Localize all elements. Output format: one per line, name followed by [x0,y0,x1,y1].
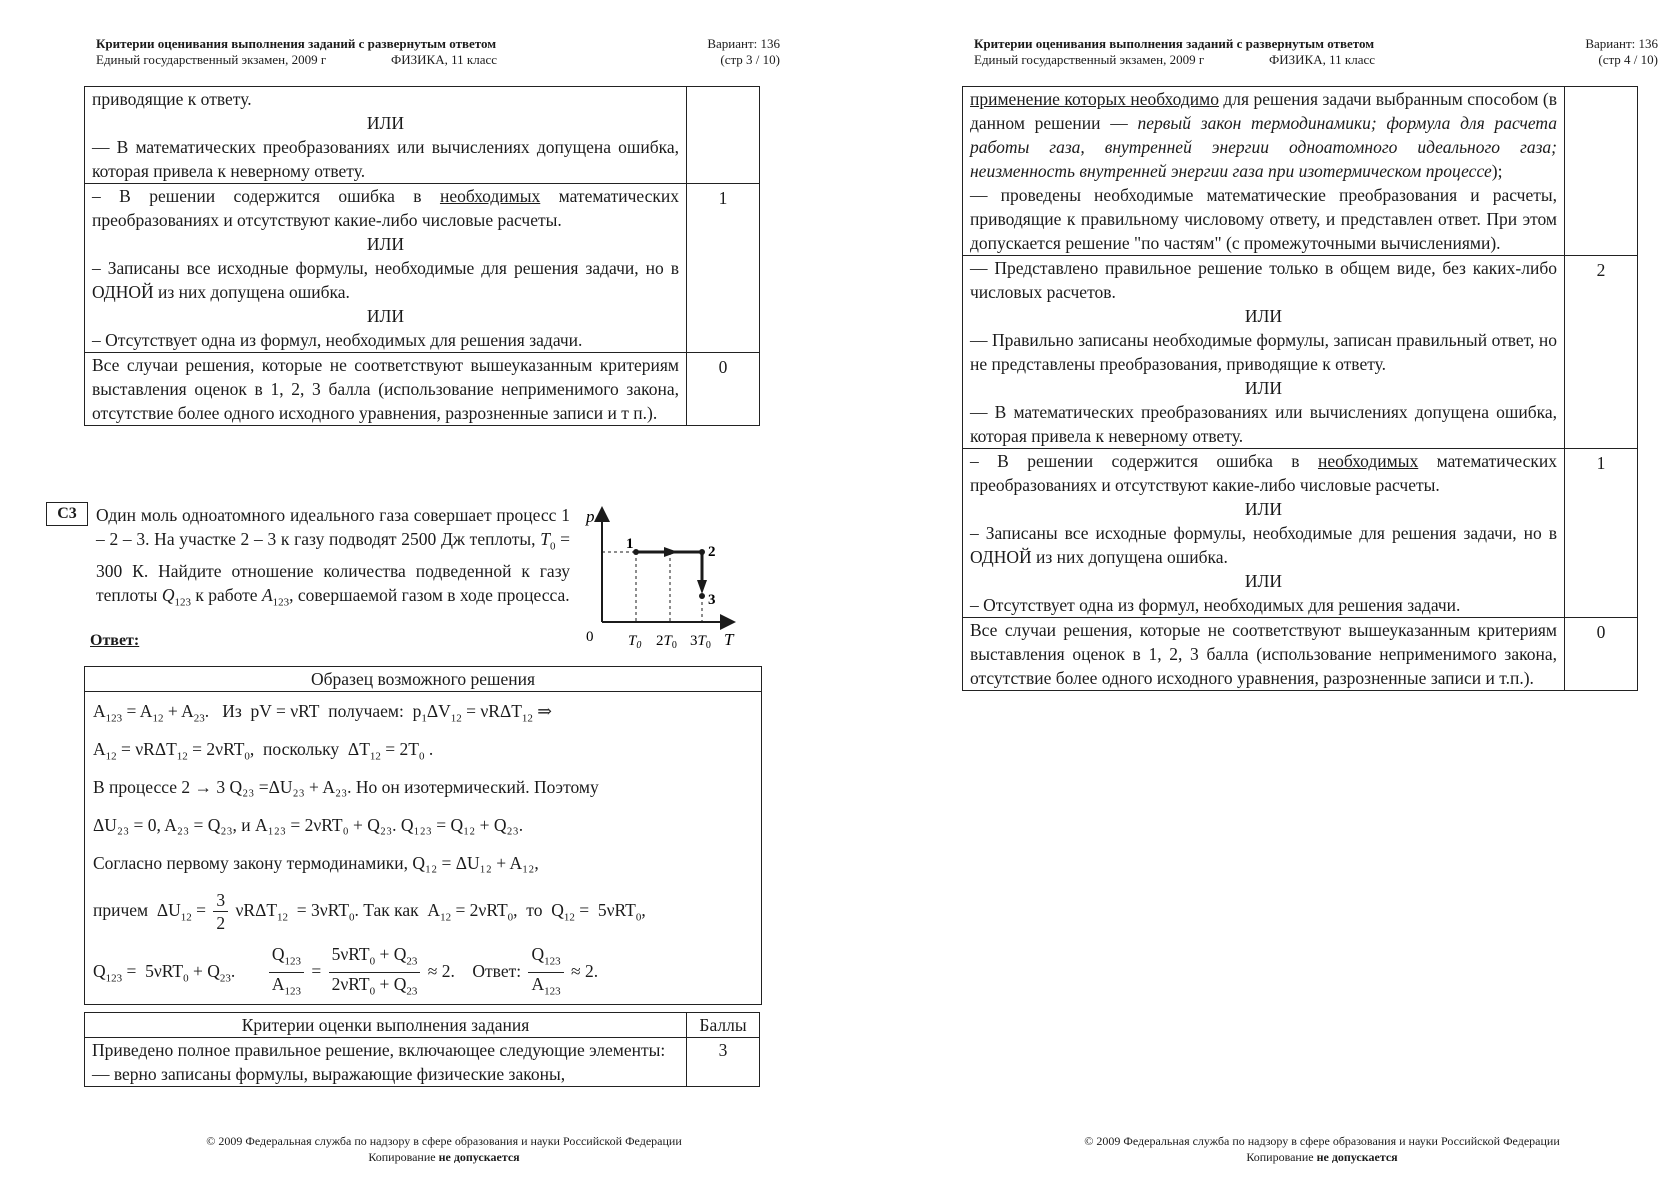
criteria-points [1565,87,1638,256]
header-subtitle: Единый государственный экзамен, 2009 г [96,52,327,67]
point-label: 2 [708,544,716,560]
criteria-line: – В решении содержится ошибка в [970,451,1318,471]
criteria-text [963,449,1565,618]
criteria-line: приводящие к ответу. [92,89,252,109]
t-label: T [724,630,734,649]
criteria-row [85,87,760,184]
point-3 [699,593,705,599]
criteria-text: Все случаи решения, которые не соответствуют вышеуказанным критериям выставления оценок в 1, 2, 3 балла (использование неприменимого закона, отсутствие более одного исходного уравнения, разрозненные записи и т п.). [85,353,687,426]
fraction: $\frac{Q_{123}}{A_{123}}$ [269,943,304,1003]
c3-criteria-table [84,1012,760,1087]
criteria-text: Все случаи решения, которые не соответствуют вышеуказанным критериям выставления оценок в 1, 2, 3 балла (использование неприменимого закона, отсутствие более одного исходного уравнения, разрозненные записи и т.п.). [963,618,1565,691]
or-separator: ИЛИ [1244,306,1283,326]
or-separator: ИЛИ [1244,378,1283,398]
footer-copy-bold: не допускается [1316,1150,1398,1164]
header-title: Критерии оценивания выполнения заданий с развернутым ответом [974,36,1375,51]
or-separator: ИЛИ [366,113,405,133]
criteria-points: 1 [687,184,760,353]
tick-label: $T_0$ [628,633,642,650]
criteria-points: 0 [1565,618,1638,691]
italic-phrase: первый закон термодинамики; формула для расчета работы газа, внутренней энергии одноатомного идеального газа; неизменность внутренней энергии газа при изотермическом процессе [970,113,1557,181]
criteria-table-continued [84,86,760,426]
criteria-header-row [85,1013,760,1038]
footer-copy-bold: не допускается [438,1150,520,1164]
header-variant-block [1585,36,1658,68]
criteria-line: – В решении содержится ошибка в [92,186,440,206]
footer-copy-prefix: Копирование [368,1150,439,1164]
criteria-row [963,449,1638,618]
header-variant: Вариант: 136 [1585,36,1658,51]
underlined-word: необходимых [1317,451,1419,471]
answer-fraction: $\frac{Q_{123}}{A_{123}}$ [528,943,563,1003]
header-subtitle: Единый государственный экзамен, 2009 г [974,52,1205,67]
point-1 [633,549,639,555]
criteria-points: 0 [687,353,760,426]
criteria-line: — верно записаны формулы, выражающие физические законы, [92,1064,566,1084]
criteria-text [85,1038,687,1087]
solution-line: ΔU₂₃ = 0, A₂₃ = Q₂₃, и A₁₂₃ = 2νRT₀ + Q₂₃. Q₁₂₃ = Q₁₂ + Q₂₃. [93,815,524,835]
or-separator: ИЛИ [1244,571,1283,591]
criteria-header: Критерии оценки выполнения задания [85,1013,687,1038]
point-label: 1 [626,536,634,552]
criteria-points: 3 [687,1038,760,1087]
or-separator: ИЛИ [1244,499,1283,519]
task-text-part: = 300 К. Найдите отношение количества подведенной к газу теплоты [96,529,571,605]
criteria-line: ); [1491,161,1503,181]
solution-box [84,666,762,1005]
criteria-line: – Записаны все исходные формулы, необходимые для решения задачи, но в ОДНОЙ из них допущена ошибка. [92,258,679,302]
criteria-line: математических преобразованиях и отсутствуют какие-либо числовые расчеты. [970,451,1558,495]
task-symbol: T [540,529,550,549]
criteria-row [85,1038,760,1087]
tick-label: $2T_0$ [656,633,677,650]
solution-line: $A_{12} = \nu R\Delta T_{12} = 2\nu RT_0$, поскольку $\Delta T_{12} = 2T_0$ . [93,739,434,763]
criteria-row [963,618,1638,691]
footer-copy-notice [84,1149,804,1165]
criteria-line: — Правильно записаны необходимые формулы, записан правильный ответ, но не представлены преобразования, приводящие к ответу. [970,330,1557,374]
solution-header: Образец возможного решения [85,667,761,692]
task-text-part: , совершаемой газом в ходе процесса. [289,584,570,605]
footer-copyright: © 2009 Федеральная служба по надзору в сфере образования и науки Российской Федерации [1084,1134,1560,1148]
header-page-number: (стр 4 / 10) [1598,52,1658,67]
header-variant: Вариант: 136 [707,36,780,51]
criteria-points [687,87,760,184]
criteria-row [85,353,760,426]
header-variant-block [707,36,780,68]
header-subject: ФИЗИКА, 11 класс [1269,52,1375,67]
criteria-line: – Отсутствует одна из формул, необходимых для решения задачи. [92,330,583,350]
page-header [96,36,794,68]
criteria-points: 2 [1565,256,1638,449]
points-header: Баллы [687,1013,760,1038]
solution-line: Согласно первому закону термодинамики, Q₁₂ = ΔU₁₂ + A₁₂, [93,853,539,873]
criteria-line: математических преобразованиях и отсутствуют какие-либо числовые расчеты. [92,186,680,230]
criteria-line: Приведено полное правильное решение, включающее следующие элементы: [92,1040,666,1060]
task-label: C3 [46,502,88,526]
header-title: Критерии оценивания выполнения заданий с развернутым ответом [96,36,497,51]
criteria-text [963,256,1565,449]
page-footer [84,1133,804,1165]
arrow-icon [697,580,707,594]
footer-copy-notice [962,1149,1664,1165]
arrow-icon [664,547,678,557]
pt-diagram [582,500,742,650]
task-symbol: Q [161,584,175,605]
task-text-part: к работе [190,584,262,605]
point-label: 3 [708,592,716,608]
criteria-text [963,87,1565,256]
criteria-row [963,87,1638,256]
task-statement: Один моль одноатомного идеального газа совершает процесс 1 – 2 – 3. На участке 2 – 3 к газу подводят 2500 Дж теплоты, $T_0 = 300$ К. Найдите отношение количества подведенной к газу теплоты $Q_{123}$ к работе $A_{123}$, совершаемой газом в ходе процесса. [96,505,571,608]
tick-label: $3T_0$ [690,633,711,650]
criteria-row [963,256,1638,449]
point-2 [699,549,705,555]
criteria-text [85,87,687,184]
criteria-line: — В математических преобразованиях или вычислениях допущена ошибка, которая привела к неверному ответу. [970,402,1557,446]
or-separator: ИЛИ [366,234,405,254]
header-subject: ФИЗИКА, 11 класс [391,52,497,67]
criteria-row [85,184,760,353]
solution-line: В процессе 2 → 3 Q₂₃ =ΔU₂₃ + A₂₃. Но он изотермический. Поэтому [93,777,599,797]
solution-line: причем $\Delta U_{12}$ = $\frac{3}{2}$ νRΔT$_{12}$ = 3νRT$_0$. Так как $A_{12} = 2\nu RT_0$, то $Q_{12} = 5\nu RT_0$, [93,890,646,934]
underlined-phrase: применение которых необходимо [970,89,1219,109]
fraction: $\frac{5\nu RT_0 + Q_{23}}{2\nu RT_0 + Q_{23}}$ [329,943,421,1003]
criteria-line: — Представлено правильное решение только в общем виде, без каких-либо числовых расчетов. [970,258,1557,302]
page-header [974,36,1664,68]
footer-copyright: © 2009 Федеральная служба по надзору в сфере образования и науки Российской Федерации [206,1134,682,1148]
header-page-number: (стр 3 / 10) [720,52,780,67]
criteria-line: для решения задачи выбранным способом (в данном решении — [970,89,1557,133]
task-symbol: A [261,584,273,605]
task-text-part: Один моль одноатомного идеального газа совершает процесс 1 – 2 – 3. На участке 2 – 3 к газу подводят 2500 Дж теплоты, [96,505,570,549]
answer-label: Ответ: [90,632,140,649]
criteria-line: — проведены необходимые математические преобразования и расчеты, приводящие к правильному числовому ответу, и представлен ответ. При этом допускается решение "по частям" (с промежуточными вычислениями). [970,185,1557,253]
fraction: $\frac{3}{2}$ [213,889,228,934]
underlined-word: необходимых [439,186,541,206]
origin-label: 0 [586,629,594,645]
p-label: p [586,507,595,526]
solution-line: $Q_{123} = 5\nu RT_0 + Q_{23}$. $\frac{Q_{123}}{A_{123}}$ = $\frac{5\nu RT_0 + Q_{23}}{2\nu RT_0 + Q_{23}}$ ≈ 2. Ответ: $\frac{Q_{123}}{A_{123}}$ ≈ 2. [85,938,761,1004]
solution-line: $A_{123} = A_{12} + A_{23}$. Из pV = νRT получаем: $p_1\Delta V_{12} = \nu R\Delta T_{12}$ ⇒ [93,701,552,725]
criteria-text [85,184,687,353]
page-footer [962,1133,1664,1165]
criteria-line: – Записаны все исходные формулы, необходимые для решения задачи, но в ОДНОЙ из них допущена ошибка. [970,523,1557,567]
criteria-line: – Отсутствует одна из формул, необходимых для решения задачи. [970,595,1461,615]
or-separator: ИЛИ [366,306,405,326]
criteria-points: 1 [1565,449,1638,618]
criteria-table-continued [962,86,1638,691]
footer-copy-prefix: Копирование [1246,1150,1317,1164]
criteria-line: — В математических преобразованиях или вычислениях допущена ошибка, которая привела к неверному ответу. [92,137,679,181]
